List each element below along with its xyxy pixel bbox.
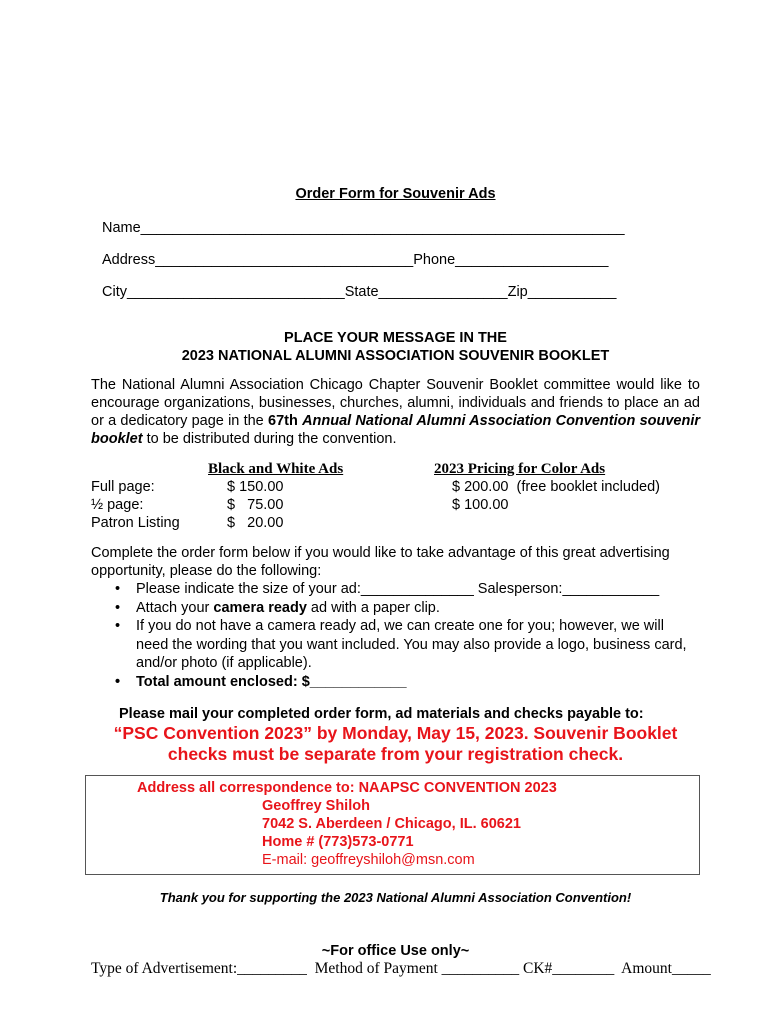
list-item: • If you do not have a camera ready ad, we can create one for you; however, we will need the wording that you want included. You may also provide a logo, business card, and/or photo (if applicable). bbox=[91, 617, 700, 673]
row-label: ½ page: bbox=[91, 497, 144, 513]
bw-price: $ 75.00 bbox=[227, 497, 284, 513]
contact-name: Geoffrey Shiloh bbox=[262, 798, 370, 814]
instructions-intro: Complete the order form below if you would like to take advantage of this great advertising opportunity, please do the following: bbox=[91, 545, 670, 579]
intro-bold-italic: Annual National Alumni Association Convention souvenir booklet bbox=[91, 413, 701, 447]
bw-header: Black and White Ads bbox=[208, 461, 344, 477]
address-phone-field[interactable]: Address________________________________Phone___________________ bbox=[102, 252, 609, 268]
color-price: $ 100.00 bbox=[452, 497, 509, 513]
row-label: Full page: bbox=[91, 479, 155, 495]
contact-phone: Home # (773)573-0771 bbox=[262, 834, 414, 850]
intro-text-end: to be distributed during the convention. bbox=[142, 431, 397, 447]
contact-line1: Address all correspondence to: NAAPSC CONVENTION 2023 bbox=[137, 780, 557, 796]
mail-instructions: Please mail your completed order form, ad materials and checks payable to: bbox=[119, 706, 644, 722]
office-fields[interactable]: Type of Advertisement:_________ Method of Payment __________ CK#________ Amount_____ bbox=[91, 960, 711, 977]
pricing-spacer bbox=[91, 460, 208, 478]
text-bold: camera ready bbox=[213, 599, 307, 616]
city-state-zip-field[interactable]: City___________________________State________________Zip___________ bbox=[102, 284, 617, 300]
contact-email[interactable]: E-mail: geoffreyshiloh@msn.com bbox=[262, 852, 475, 868]
bw-price: $ 150.00 bbox=[227, 479, 284, 495]
office-title: ~For office Use only~ bbox=[321, 943, 470, 959]
contact-address: 7042 S. Aberdeen / Chicago, IL. 60621 bbox=[262, 816, 521, 832]
instructions bbox=[91, 544, 700, 691]
deadline-line1: “PSC Convention 2023” by Monday, May 15, 2023. Souvenir Booklet bbox=[113, 723, 678, 743]
pricing-empty-cell bbox=[434, 514, 700, 532]
list-item bbox=[91, 599, 700, 618]
color-header: 2023 Pricing for Color Ads bbox=[434, 461, 606, 477]
heading-line1: PLACE YOUR MESSAGE IN THE bbox=[284, 330, 507, 346]
deadline-line2: checks must be separate from your registration check. bbox=[167, 744, 624, 764]
intro-bold: 67th bbox=[268, 413, 303, 429]
heading-line2: 2023 NATIONAL ALUMNI ASSOCIATION SOUVENIR BOOKLET bbox=[181, 348, 610, 364]
thank-you: Thank you for supporting the 2023 National Alumni Association Convention! bbox=[159, 890, 632, 905]
text: ad with a paper clip. bbox=[306, 599, 440, 616]
form-title: Order Form for Souvenir Ads bbox=[295, 186, 496, 202]
intro-paragraph bbox=[91, 376, 700, 448]
bw-price: $ 20.00 bbox=[227, 515, 284, 531]
text: Attach your bbox=[136, 599, 214, 616]
instruction-list bbox=[91, 580, 700, 691]
row-label: Patron Listing bbox=[91, 515, 180, 531]
list-item-total[interactable]: • Total amount enclosed: $____________ bbox=[91, 673, 700, 692]
pricing-table bbox=[91, 460, 700, 532]
name-field[interactable]: Name____________________________________________________________ bbox=[102, 220, 625, 236]
color-price: $ 200.00 (free booklet included) bbox=[452, 479, 660, 495]
contact-box bbox=[85, 775, 700, 875]
intro-text: The National Alumni Association Chicago Chapter Souvenir Booklet committee would like to encourage organizations, businesses, churches, alumni, individuals and friends to place an ad or a dedicatory page in the bbox=[91, 377, 700, 429]
list-item[interactable]: • Please indicate the size of your ad:______________ Salesperson:____________ bbox=[91, 580, 700, 599]
